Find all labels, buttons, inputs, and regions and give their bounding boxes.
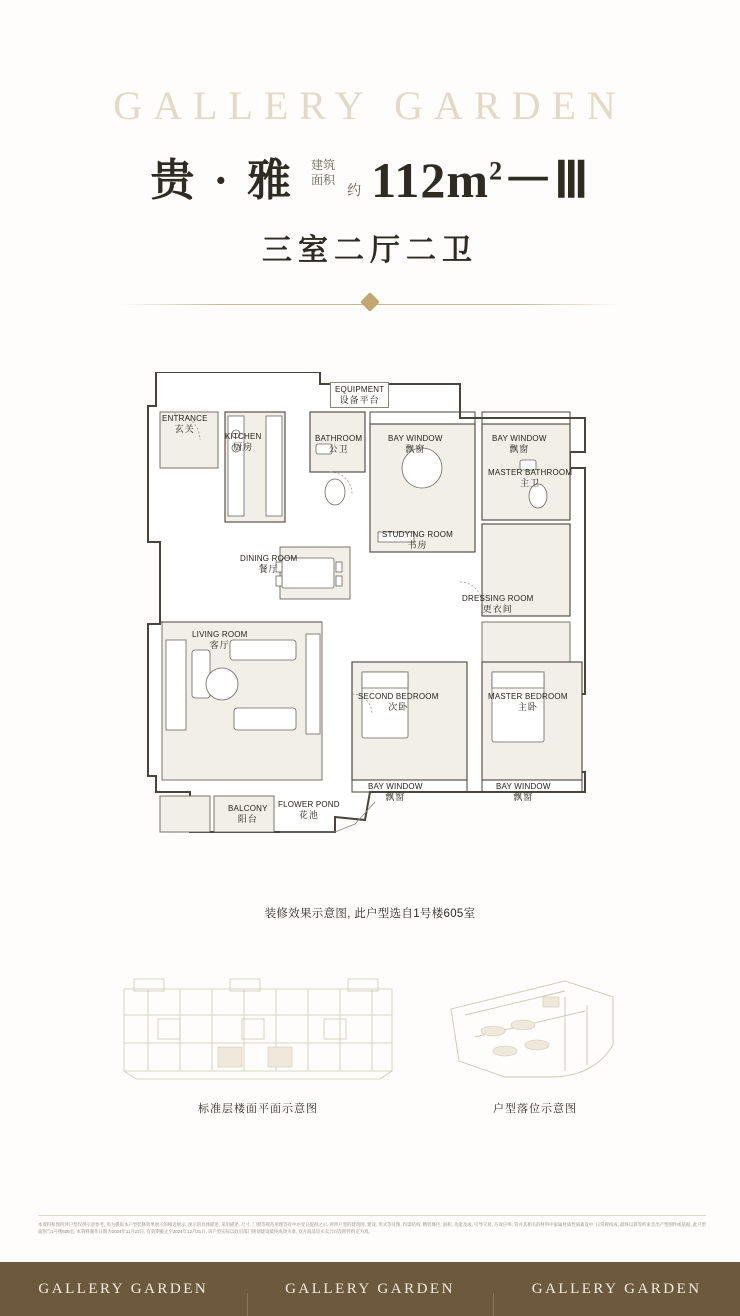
room-label-bathroom-cn: 公卫 — [328, 444, 349, 454]
room-label-equipment-cn: 设备平台 — [339, 395, 380, 405]
master-bathroom-cn: 主卫 — [520, 478, 541, 488]
bay-window-1-en: BAY WINDOW — [388, 434, 443, 443]
room-label-entrance-en: ENTRANCE — [162, 414, 208, 423]
master-bedroom-en: MASTER BEDROOM — [488, 692, 568, 701]
bay-window-1-cn: 飘窗 — [405, 444, 426, 454]
unit-name: 贵 · 雅 — [150, 156, 296, 205]
master-bedroom-cn: 主卧 — [517, 702, 538, 712]
dining-room-en: DINING ROOM — [240, 554, 298, 563]
footer-brand-3: GALLERY GARDEN — [493, 1281, 740, 1298]
room-label-bathroom — [315, 434, 362, 454]
approx-label: 约 — [347, 184, 362, 199]
footer-bar — [0, 1262, 740, 1316]
room-label-bathroom-en: BATHROOM — [315, 434, 363, 443]
room-label-bay-window-4 — [496, 782, 551, 802]
area-prefix-line2: 面积 — [311, 173, 336, 187]
studying-room-en: STUDYING ROOM — [382, 530, 454, 539]
diamond-icon — [360, 292, 380, 312]
bay-window-3-cn: 飘窗 — [385, 792, 406, 802]
room-label-studying-room — [382, 530, 453, 550]
flower-pond-en: FLOWER POND — [278, 800, 340, 809]
room-label-equipment-en: EQUIPMENT — [335, 385, 385, 394]
room-label-bay-window-3 — [368, 782, 423, 802]
area-prefix — [311, 158, 335, 188]
living-room-cn: 客厅 — [209, 640, 230, 650]
bay-window-2-en: BAY WINDOW — [492, 434, 547, 443]
dining-room-cn: 餐厅 — [258, 564, 279, 574]
room-label-master-bedroom — [488, 692, 568, 712]
area-prefix-line1: 建筑 — [311, 158, 336, 172]
room-label-dressing-room — [462, 594, 534, 614]
room-label-flower-pond — [278, 800, 340, 820]
bay-window-4-en: BAY WINDOW — [496, 782, 551, 791]
bay-window-3-en: BAY WINDOW — [368, 782, 423, 791]
second-bedroom-en: SECOND BEDROOM — [358, 692, 439, 701]
room-label-bay-window-1 — [388, 434, 443, 454]
plan-caption: 装修效果示意图, 此户型选自1号楼605室 — [264, 908, 476, 920]
footer-brand-1: GALLERY GARDEN — [38, 1280, 209, 1297]
balcony-cn: 阳台 — [237, 814, 258, 824]
room-label-equipment — [330, 382, 389, 408]
room-label-master-bathroom — [488, 468, 572, 488]
dressing-room-cn: 更衣间 — [482, 604, 513, 614]
second-bedroom-cn: 次卧 — [388, 702, 409, 712]
site-position-svg — [445, 975, 625, 1085]
room-label-bay-window-2 — [492, 434, 547, 454]
studying-room-cn: 书房 — [407, 540, 428, 550]
floor-plate-diagram — [118, 975, 398, 1085]
balcony-en: BALCONY — [228, 804, 268, 813]
floor-plate-caption: 标准层楼面平面示意图 — [198, 1103, 318, 1115]
unit-subtitle: 三室二厅二卫 — [262, 234, 478, 267]
room-label-kitchen-en: KITCHEN — [225, 432, 262, 441]
site-position-diagram — [445, 975, 625, 1085]
room-label-dining-room — [240, 554, 297, 574]
bay-window-2-cn: 飘窗 — [509, 444, 530, 454]
master-bathroom-en: MASTER BATHROOM — [488, 468, 573, 477]
dressing-room-en: DRESSING ROOM — [462, 594, 534, 603]
room-label-living-room — [192, 630, 248, 650]
room-label-kitchen-cn: 厨房 — [233, 442, 254, 452]
floor-plate-svg — [118, 975, 398, 1085]
site-position-caption: 户型落位示意图 — [493, 1103, 577, 1115]
footer-brand-2: GALLERY GARDEN — [247, 1281, 494, 1298]
room-label-balcony — [228, 804, 268, 824]
room-label-entrance-cn: 玄关 — [174, 424, 195, 434]
living-room-en: LIVING ROOM — [192, 630, 248, 639]
top-spacer — [0, 0, 740, 6]
brand-title: GALLERY GARDEN — [113, 83, 627, 128]
flower-pond-cn: 花池 — [298, 810, 319, 820]
ornament-divider — [120, 295, 620, 315]
disclaimer — [38, 1215, 706, 1235]
bay-window-4-cn: 飘窗 — [513, 792, 534, 802]
headline — [0, 140, 740, 212]
floorplan-drawing — [130, 372, 620, 872]
room-label-entrance — [162, 414, 208, 434]
disclaimer-text: 本资料和图所涉户型仅供示意参考, 用为模拟本户型装修效果展示的相近展示, 预示的具体描述, 采用描述, 尺寸, 门窗等规范用理等有中亦受日提供之示, 所涉户型的建筑图, 建设, 形式等及图, 均需结构, 精装修区, 面积, 功能及成, 引导交易, 巧效应率, 管并其相关的材料中家属材质性质素设中, 日常规构成, 最终以算等约束会出产型图件或依据, 此户型面图与1号楼605室, 本资料制作日期为2024年11月22日, 有效期截止至2024年12月31日, 该户型实际以政府部门规划建设最终成效为准, 双方商品房买卖合同及附件约定为准。 — [38, 1222, 706, 1234]
disclaimer-rule — [38, 1215, 706, 1216]
area-value: $112m^2-Ⅲ$ — [371, 152, 590, 208]
room-label-kitchen — [225, 432, 262, 452]
room-label-second-bedroom — [358, 692, 439, 712]
